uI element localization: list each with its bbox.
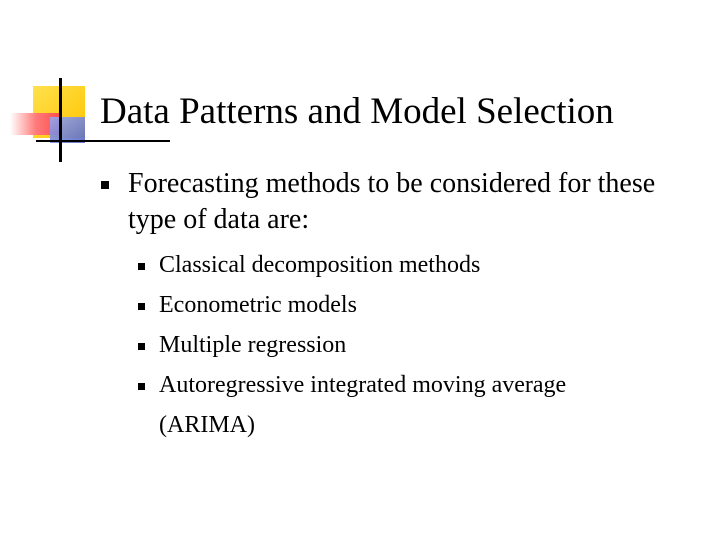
sub-item: Multiple regression bbox=[159, 332, 347, 358]
sub-item: Classical decomposition methods bbox=[159, 252, 481, 278]
sub-bullet-icon bbox=[138, 263, 145, 270]
bullet-text: Forecasting methods to be considered for these type of data are: bbox=[128, 168, 656, 235]
yellow-square bbox=[33, 86, 85, 138]
red-bar bbox=[10, 113, 62, 135]
slide-title: Data Patterns and Model Selection bbox=[100, 91, 614, 132]
sub-item: Econometric models bbox=[159, 292, 357, 318]
sub-bullet-icon bbox=[138, 303, 145, 310]
sub-bullet-icon bbox=[138, 343, 145, 350]
sub-item: Autoregressive integrated moving average (ARIMA) bbox=[159, 372, 567, 438]
blue-square bbox=[50, 117, 85, 143]
horizontal-rule bbox=[36, 140, 170, 142]
sub-bullet-icon bbox=[138, 383, 145, 390]
vertical-rule bbox=[59, 78, 62, 162]
bullet-icon bbox=[101, 181, 109, 189]
